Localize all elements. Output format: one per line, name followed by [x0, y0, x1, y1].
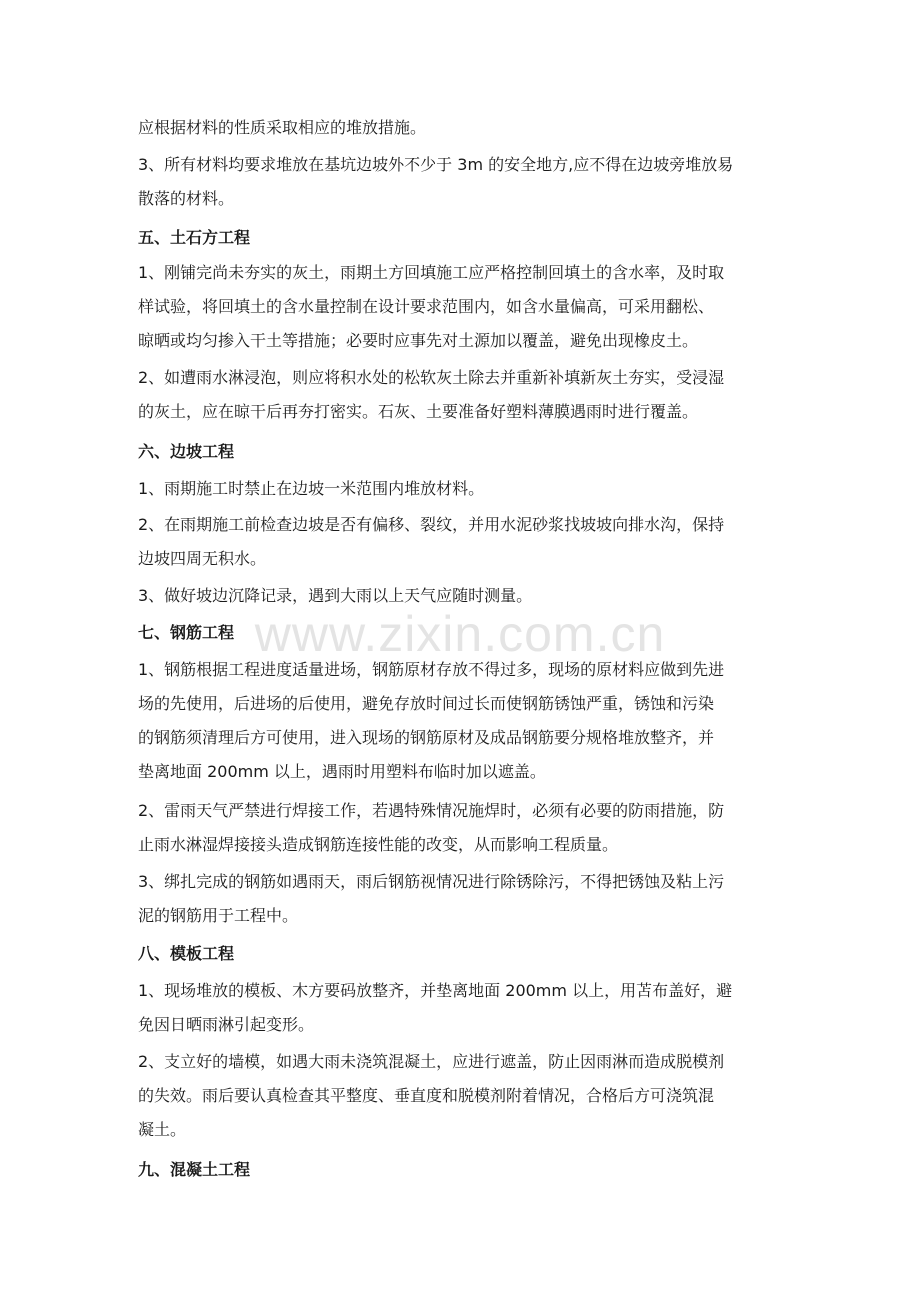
- paragraph-line: 2、如遭雨水淋浸泡，则应将积水处的松软灰土除去并重新补填新灰土夯实，受浸湿: [138, 368, 725, 387]
- paragraph-line: 1、雨期施工时禁止在边坡一米范围内堆放材料。: [138, 479, 485, 498]
- paragraph-line: 的钢筋须清理后方可使用，进入现场的钢筋原材及成品钢筋要分规格堆放整齐，并: [138, 728, 715, 747]
- paragraph-line: 免因日晒雨淋引起变形。: [138, 1015, 315, 1034]
- paragraph-line: 3、绑扎完成的钢筋如遇雨天，雨后钢筋视情况进行除锈除污，不得把锈蚀及粘上污: [138, 872, 725, 891]
- paragraph-line: 样试验，将回填土的含水量控制在设计要求范围内，如含水量偏高，可采用翻松、: [138, 297, 715, 316]
- paragraph-line: 的灰土，应在晾干后再夯打密实。石灰、土要准备好塑料薄膜遇雨时进行覆盖。: [138, 402, 699, 421]
- paragraph-line: 3、所有材料均要求堆放在基坑边坡外不少于 3m 的安全地方,应不得在边坡旁堆放易: [138, 155, 734, 174]
- paragraph-line: 应根据材料的性质采取相应的堆放措施。: [138, 118, 427, 137]
- paragraph-line: 2、雷雨天气严禁进行焊接工作，若遇特殊情况施焊时，必须有必要的防雨措施，防: [138, 801, 725, 820]
- watermark: www.zixin.com.cn: [254, 606, 666, 662]
- paragraph-line: 2、支立好的墙模，如遇大雨未浇筑混凝土，应进行遮盖，防止因雨淋而造成脱模剂: [138, 1052, 725, 1071]
- paragraph-line: 边坡四周无积水。: [138, 549, 267, 568]
- section-heading: 六、边坡工程: [138, 442, 235, 461]
- section-heading: 七、钢筋工程: [138, 623, 235, 642]
- section-heading: 九、混凝土工程: [138, 1160, 251, 1179]
- paragraph-line: 1、刚铺完尚未夯实的灰土，雨期土方回填施工应严格控制回填土的含水率，及时取: [138, 263, 725, 282]
- paragraph-line: 1、钢筋根据工程进度适量进场，钢筋原材存放不得过多，现场的原材料应做到先进: [138, 660, 725, 679]
- paragraph-line: 垫离地面 200mm 以上，遇雨时用塑料布临时加以遮盖。: [138, 762, 546, 781]
- section-heading: 五、土石方工程: [138, 228, 251, 247]
- paragraph-line: 的失效。雨后要认真检查其平整度、垂直度和脱模剂附着情况，合格后方可浇筑混: [138, 1086, 715, 1105]
- paragraph-line: 凝土。: [138, 1120, 187, 1139]
- section-heading: 八、模板工程: [138, 944, 235, 963]
- paragraph-line: 泥的钢筋用于工程中。: [138, 906, 299, 925]
- paragraph-line: 1、现场堆放的模板、木方要码放整齐，并垫离地面 200mm 以上，用苫布盖好，避: [138, 981, 733, 1000]
- paragraph-line: 2、在雨期施工前检查边坡是否有偏移、裂纹，并用水泥砂浆找坡坡向排水沟，保持: [138, 515, 725, 534]
- paragraph-line: 止雨水淋湿焊接接头造成钢筋连接性能的改变，从而影响工程质量。: [138, 835, 619, 854]
- paragraph-line: 散落的材料。: [138, 189, 235, 208]
- paragraph-line: 场的先使用，后进场的后使用，避免存放时间过长而使钢筋锈蚀严重，锈蚀和污染: [138, 694, 715, 713]
- paragraph-line: 3、做好坡边沉降记录，遇到大雨以上天气应随时测量。: [138, 586, 533, 605]
- paragraph-line: 晾晒或均匀掺入干土等措施；必要时应事先对土源加以覆盖，避免出现橡皮土。: [138, 331, 699, 350]
